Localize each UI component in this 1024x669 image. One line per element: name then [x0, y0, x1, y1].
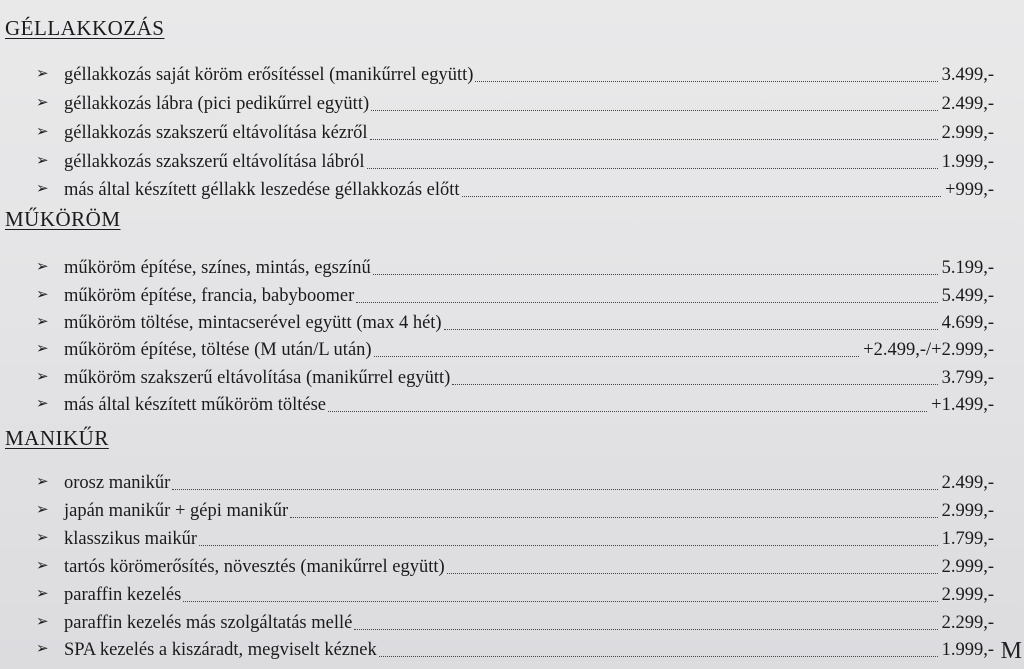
- arrowhead-bullet-icon: ➢: [36, 179, 49, 197]
- price-row: [36, 361, 994, 389]
- service-label: műköröm szakszerű eltávolítása (manikűrrel együtt): [64, 368, 451, 388]
- arrowhead-bullet-icon: ➢: [36, 367, 49, 385]
- price-row: [36, 116, 994, 144]
- dotted-leader: [447, 573, 938, 574]
- price-row: [36, 173, 994, 201]
- dotted-leader: [356, 302, 937, 303]
- dotted-leader: [370, 139, 938, 140]
- service-label: műköröm építése, színes, mintás, egszínű: [64, 258, 371, 278]
- section-title-mukorom: MŰKÖRÖM: [5, 207, 121, 231]
- dotted-leader: [183, 601, 937, 602]
- dotted-leader: [379, 656, 938, 657]
- service-price: 2.999,-: [941, 501, 994, 521]
- price-row: [36, 522, 994, 550]
- arrowhead-bullet-icon: ➢: [36, 257, 49, 275]
- service-price: 2.999,-: [941, 557, 994, 577]
- service-price: 3.799,-: [941, 368, 994, 388]
- dotted-leader: [367, 168, 938, 169]
- service-label: más által készített műköröm töltése: [64, 395, 327, 415]
- service-price: 1.799,-: [941, 529, 994, 549]
- arrowhead-bullet-icon: ➢: [36, 312, 49, 330]
- service-price: 2.499,-: [941, 94, 994, 114]
- service-label: japán manikűr + gépi manikűr: [64, 501, 289, 521]
- service-price: +2.499,-/+2.999,-: [863, 340, 994, 360]
- dotted-leader: [444, 329, 938, 330]
- service-price: 2.299,-: [941, 613, 994, 633]
- section-title-gellakkozas: GÉLLAKKOZÁS: [5, 16, 165, 40]
- price-row: [36, 466, 994, 494]
- arrowhead-bullet-icon: ➢: [36, 584, 49, 602]
- service-price: 1.999,-: [941, 152, 994, 172]
- service-label: műköröm építése, töltése (M után/L után): [64, 340, 372, 360]
- service-price: 5.499,-: [941, 286, 994, 306]
- service-label: géllakkozás szakszerű eltávolítása lábról: [64, 152, 365, 172]
- service-price: +1.499,-: [931, 395, 994, 415]
- price-row: [36, 578, 994, 606]
- price-row: [36, 550, 994, 578]
- arrowhead-bullet-icon: ➢: [36, 556, 49, 574]
- dotted-leader: [172, 489, 937, 490]
- price-row: [36, 87, 994, 115]
- service-label: géllakkozás szakszerű eltávolítása kézről: [64, 123, 368, 143]
- price-row: [36, 306, 994, 334]
- service-label: tartós körömerősítés, növesztés (manikűrrel együtt): [64, 557, 445, 577]
- price-row: [36, 633, 994, 661]
- price-row: [36, 388, 994, 416]
- service-label: géllakkozás saját köröm erősítéssel (manikűrrel együtt): [64, 65, 474, 85]
- service-price: 4.699,-: [941, 313, 994, 333]
- arrowhead-bullet-icon: ➢: [36, 64, 49, 82]
- service-price: 2.499,-: [941, 473, 994, 493]
- service-price: 2.999,-: [941, 123, 994, 143]
- service-price: 2.999,-: [941, 585, 994, 605]
- arrowhead-bullet-icon: ➢: [36, 472, 49, 490]
- dotted-leader: [371, 110, 937, 111]
- arrowhead-bullet-icon: ➢: [36, 122, 49, 140]
- dotted-leader: [452, 384, 937, 385]
- service-label: paraffin kezelés más szolgáltatás mellé: [64, 613, 353, 633]
- price-row: [36, 145, 994, 173]
- service-label: SPA kezelés a kiszáradt, megviselt kéznek: [64, 640, 377, 660]
- dotted-leader: [475, 81, 937, 82]
- price-row: [36, 606, 994, 634]
- dotted-leader: [373, 274, 938, 275]
- arrowhead-bullet-icon: ➢: [36, 528, 49, 546]
- service-label: géllakkozás lábra (pici pedikűrrel együtt): [64, 94, 370, 114]
- service-price: 5.199,-: [941, 258, 994, 278]
- arrowhead-bullet-icon: ➢: [36, 639, 49, 657]
- service-label: műköröm töltése, mintacserével együtt (max 4 hét): [64, 313, 442, 333]
- dotted-leader: [354, 629, 937, 630]
- service-label: orosz manikűr: [64, 473, 171, 493]
- service-label: klasszikus maikűr: [64, 529, 198, 549]
- price-row: [36, 279, 994, 307]
- price-row: [36, 494, 994, 522]
- arrowhead-bullet-icon: ➢: [36, 500, 49, 518]
- arrowhead-bullet-icon: ➢: [36, 151, 49, 169]
- service-label: műköröm építése, francia, babyboomer: [64, 286, 355, 306]
- dotted-leader: [290, 517, 937, 518]
- arrowhead-bullet-icon: ➢: [36, 285, 49, 303]
- service-label: paraffin kezelés: [64, 585, 182, 605]
- price-row: [36, 333, 994, 361]
- price-row: [36, 251, 994, 279]
- dotted-leader: [374, 356, 860, 357]
- cropped-corner-letter: M: [1000, 638, 1022, 664]
- arrowhead-bullet-icon: ➢: [36, 394, 49, 412]
- service-price: 1.999,-: [941, 640, 994, 660]
- dotted-leader: [462, 196, 941, 197]
- price-row: [36, 58, 994, 86]
- dotted-leader: [328, 411, 927, 412]
- arrowhead-bullet-icon: ➢: [36, 93, 49, 111]
- arrowhead-bullet-icon: ➢: [36, 339, 49, 357]
- arrowhead-bullet-icon: ➢: [36, 612, 49, 630]
- section-title-manikur: MANIKŰR: [5, 426, 109, 450]
- service-label: más által készített géllakk leszedése géllakkozás előtt: [64, 180, 460, 200]
- service-price: 3.499,-: [941, 65, 994, 85]
- dotted-leader: [199, 545, 938, 546]
- service-price: +999,-: [945, 180, 994, 200]
